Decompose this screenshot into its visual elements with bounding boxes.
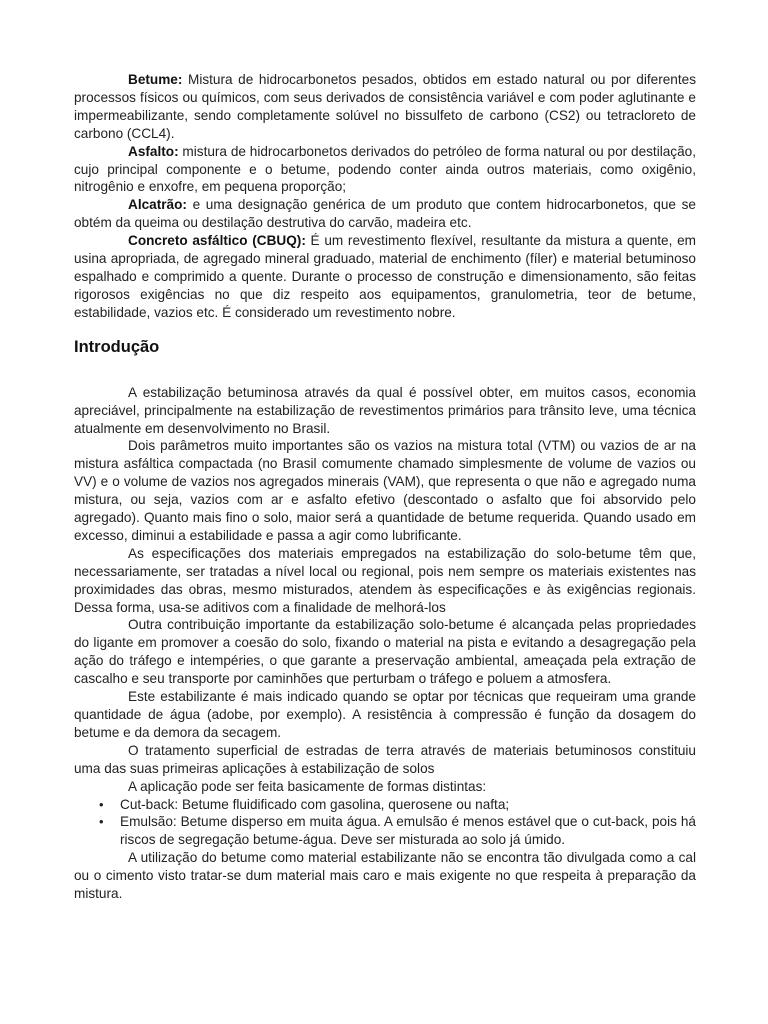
application-methods-list: [74, 796, 696, 850]
intro-paragraph: Dois parâmetros muito importantes são os vazios na mistura total (VTM) ou vazios de ar na mistura asfáltica compactada (no Brasil comumente chamado simplesmente de volume de vazios ou VV) e o volume de vazios nos agregados minerais (VAM), que representa o que não e agregado numa mistura, ou seja, vazios com ar e asfalto efetivo (descontado o asfalto que foi absorvido pelo agregado). Quanto mais fino o solo, maior será a quantidade de betume requerida. Quando usado em excesso, diminui a estabilidade e passa a agir como lubrificante.: [74, 438, 696, 543]
intro-paragraph: As especificações dos materiais empregados na estabilização do solo-betume têm que, necessariamente, ser tratadas a nível local ou regional, pois nem sempre os materiais existentes nas proximidades das obras, mesmo misturados, atendem às especificações e às exigências regionais. Dessa forma, usa-se aditivos com a finalidade de melhorá-los: [74, 545, 696, 615]
intro-paragraph: O tratamento superficial de estradas de terra através de materiais betuminosos constituiu uma das suas primeiras aplicações à estabilização de solos: [74, 742, 696, 776]
list-item: [74, 796, 696, 814]
definition-text: e uma designação genérica de um produto que contem hidrocarbonetos, que se obtém da queima ou destilação destrutiva do carvão, madeira etc.: [74, 197, 696, 231]
definition-term: Betume:: [128, 72, 183, 87]
definition-term: Asfalto:: [128, 143, 179, 159]
section-heading: Introdução: [74, 337, 160, 356]
intro-paragraph: A estabilização betuminosa através da qual é possível obter, em muitos casos, economia apreciável, principalmente na estabilização de revestimentos primários para trânsito leve, uma técnica atualmente em desenvolvimento no Brasil.: [74, 384, 696, 436]
definition-text: Mistura de hidrocarbonetos pesados, obtidos em estado natural ou por diferentes processos físicos ou químicos, com seus derivados de consistência variável e com poder aglutinante e impermeabilizante, sendo completamente solúvel no bissulfeto de carbono (CS2) ou tetracloreto de carbono (CCL4).: [74, 72, 696, 141]
definition-text: mistura de hidrocarbonetos derivados do petróleo de forma natural ou por destilação, cujo principal componente e o betume, podendo conter ainda outros materiais, como oxigênio, nitrogênio e enxofre, em pequena proporção;: [74, 143, 696, 195]
definition-text: É um revestimento flexível, resultante da mistura a quente, em usina apropriada, de agregado mineral graduado, material de enchimento (fíler) e material betuminoso espalhado e comprimido a quente. Durante o processo de construção e dimensionamento, são feitas rigorosos exigências no que diz respeito aos equipamentos, granulometria, teor de betume, estabilidade, vazios etc. É considerado um revestimento nobre.: [74, 233, 696, 320]
intro-paragraph: Este estabilizante é mais indicado quando se optar por técnicas que requeiram uma grande quantidade de água (adobe, por exemplo). A resistência à compressão é função da dosagem do betume e da demora da secagem.: [74, 689, 696, 740]
bullet-icon: •: [99, 796, 104, 812]
bullet-icon: •: [99, 814, 104, 830]
intro-paragraph: Outra contribuição importante da estabilização solo-betume é alcançada pelas propriedades do ligante em promover a coesão do solo, fixando o material na pista e evitando a desagregação pela ação do tráfego e intempéries, o que garante a preservação ambiental, ameaçada pela extração de cascalho e seu transporte por caminhões que perturbam o tráfego e poluem a atmosfera.: [74, 617, 696, 687]
definition-betume: [74, 71, 696, 143]
definition-alcatrao: [74, 196, 696, 232]
list-item-text: Cut-back: Betume fluidificado com gasolina, querosene ou nafta;: [120, 796, 510, 812]
definition-term: Concreto asfáltico (CBUQ):: [128, 233, 306, 249]
list-item: [74, 813, 696, 849]
intro-paragraph: A aplicação pode ser feita basicamente de formas distintas:: [128, 778, 487, 794]
list-item-text: Emulsão: Betume disperso em muita água. A emulsão é menos estável que o cut-back, pois há riscos de segregação betume-água. Deve ser misturada ao solo já úmido.: [120, 814, 696, 848]
definition-concreto-asfaltico: [74, 232, 696, 322]
definition-asfalto: [74, 143, 696, 197]
closing-paragraph: A utilização do betume como material estabilizante não se encontra tão divulgada como a cal ou o cimento visto tratar-se dum material mais caro e mais exigente no que respeita à preparação da mistura.: [74, 850, 696, 902]
definition-term: Alcatrão:: [128, 197, 187, 213]
